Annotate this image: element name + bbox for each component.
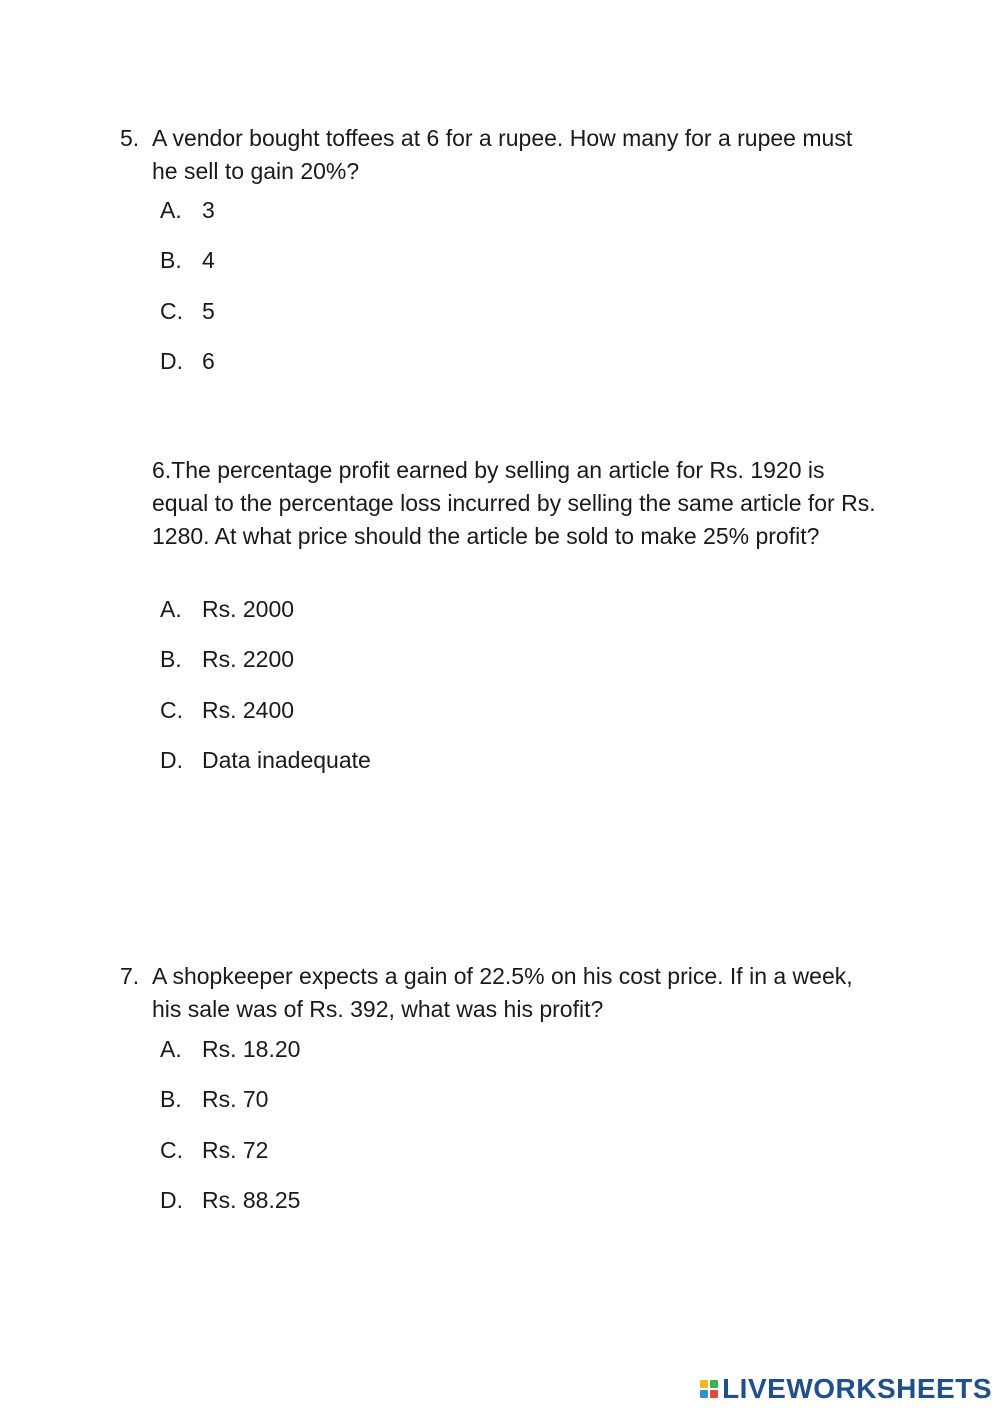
- option-letter: B.: [160, 1086, 182, 1112]
- option-a[interactable]: [160, 596, 294, 623]
- logo-square-yellow: [700, 1380, 708, 1388]
- question-5: [120, 122, 880, 188]
- logo-square-red: [710, 1390, 718, 1398]
- option-d[interactable]: [160, 348, 215, 375]
- question-text: A vendor bought toffees at 6 for a rupee. How many for a rupee must he sell to gain 20%?: [152, 125, 853, 184]
- option-value: Rs. 70: [202, 1086, 269, 1112]
- option-d[interactable]: [160, 747, 371, 774]
- option-c[interactable]: [160, 1137, 268, 1164]
- question-number: 7.: [120, 963, 140, 989]
- option-letter: C.: [160, 697, 183, 723]
- option-value: Rs. 2400: [202, 697, 295, 723]
- option-letter: D.: [160, 747, 183, 773]
- question-text: A shopkeeper expects a gain of 22.5% on his cost price. If in a week, his sale was of Rs. 392, what was his profit?: [152, 963, 853, 1022]
- option-value: Rs. 2200: [202, 646, 295, 672]
- option-value: Rs. 88.25: [202, 1187, 301, 1213]
- option-b[interactable]: [160, 646, 294, 673]
- option-value: 5: [202, 298, 215, 324]
- option-value: Data inadequate: [202, 747, 371, 773]
- option-value: Rs. 2000: [202, 596, 295, 622]
- logo-square-green: [710, 1380, 718, 1388]
- option-value: 4: [202, 247, 215, 273]
- option-letter: D.: [160, 348, 183, 374]
- option-letter: B.: [160, 247, 182, 273]
- option-d[interactable]: [160, 1187, 300, 1214]
- option-letter: A.: [160, 197, 182, 223]
- logo-square-blue: [700, 1390, 708, 1398]
- question-7: [120, 960, 880, 1026]
- option-a[interactable]: [160, 1036, 300, 1063]
- option-letter: A.: [160, 1036, 182, 1062]
- question-6: [120, 454, 880, 553]
- option-value: 3: [202, 197, 215, 223]
- option-b[interactable]: [160, 247, 215, 274]
- liveworksheets-logo[interactable]: [700, 1373, 992, 1405]
- option-b[interactable]: [160, 1086, 268, 1113]
- option-letter: B.: [160, 646, 182, 672]
- question-text: 6.The percentage profit earned by selling an article for Rs. 1920 is equal to the percentage loss incurred by selling the same article for Rs. 1280. At what price should the article be sold to make 25% profit?: [152, 457, 876, 549]
- option-letter: C.: [160, 1137, 183, 1163]
- option-a[interactable]: [160, 197, 215, 224]
- option-letter: A.: [160, 596, 182, 622]
- option-value: Rs. 72: [202, 1137, 269, 1163]
- option-value: 6: [202, 348, 215, 374]
- option-c[interactable]: [160, 298, 215, 325]
- option-letter: D.: [160, 1187, 183, 1213]
- question-number: 5.: [120, 125, 140, 151]
- option-value: Rs. 18.20: [202, 1036, 301, 1062]
- option-c[interactable]: [160, 697, 294, 724]
- brand-name: LIVEWORKSHEETS: [722, 1373, 992, 1404]
- liveworksheets-icon: [700, 1380, 718, 1398]
- option-letter: C.: [160, 298, 183, 324]
